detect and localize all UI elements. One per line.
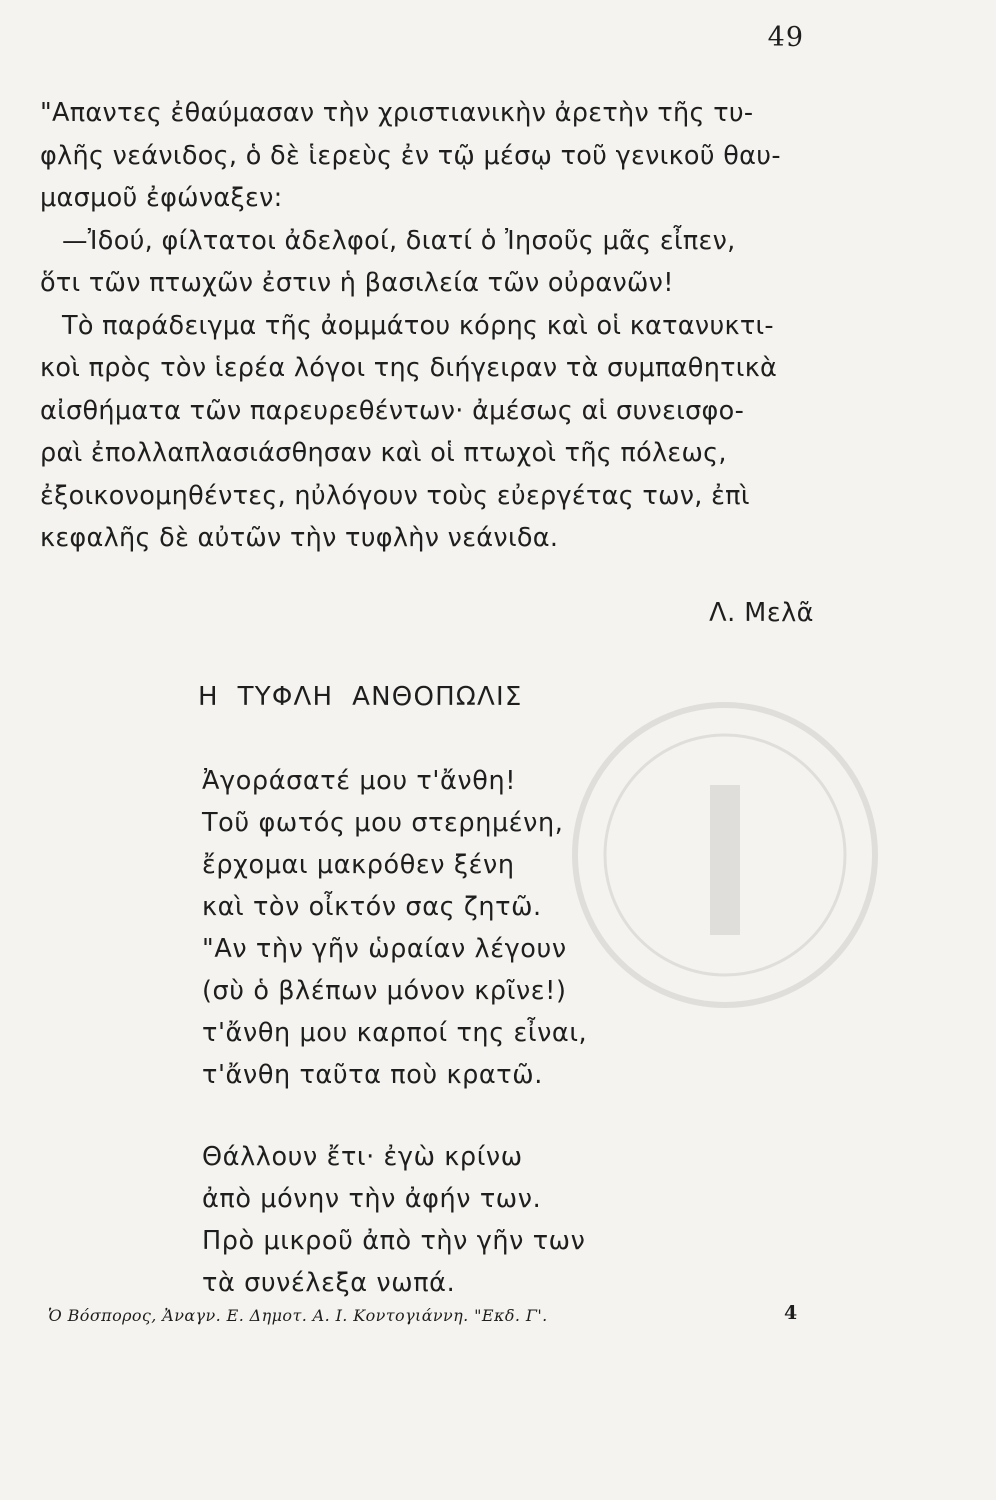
footnote-mark: 4 <box>784 1302 798 1324</box>
prose-line: κοὶ πρὸς τὸν ἱερέα λόγοι της διήγειραν τὰ συμπαθητικὰ <box>40 353 778 383</box>
poem-verse: τ'ἄνθη ταῦτα ποὺ κρατῶ. <box>202 1060 543 1090</box>
author-signature: Λ. Μελᾶ <box>709 598 814 628</box>
source-footnote: Ὁ Βόσπορος, Ἀναγν. Ε. Δημοτ. Α. Ι. Κοντογιάννη. "Εκδ. Γ'. <box>48 1306 548 1325</box>
poem-verse: "Αν τὴν γῆν ὡραίαν λέγουν <box>202 934 567 964</box>
prose-line: μασμοῦ ἐφώναξεν: <box>40 183 283 213</box>
poem-stanza-2 <box>202 1136 702 1304</box>
poem-stanza-1 <box>202 760 702 1096</box>
poem-verse: Θάλλουν ἔτι· ἐγὼ κρίνω <box>202 1142 523 1172</box>
poem-verse: Τοῦ φωτός μου στερημένη, <box>202 808 564 838</box>
poem-title: Η ΤΥΦΛΗ ΑΝΘΟΠΩΛΙΣ <box>198 682 523 712</box>
prose-line: αἰσθήματα τῶν παρευρεθέντων· ἀμέσως αἱ συνεισφο- <box>40 395 745 426</box>
prose-line: φλῆς νεάνιδος, ὁ δὲ ἱερεὺς ἐν τῷ μέσῳ τοῦ γενικοῦ θαυ- <box>40 140 781 171</box>
prose-line: ὅτι τῶν πτωχῶν ἐστιν ἡ βασιλεία τῶν οὐρανῶν! <box>40 268 674 298</box>
poem-verse: τὰ συνέλεξα νωπά. <box>202 1268 456 1298</box>
prose-line: ἐξοικονομηθέντες, ηὐλόγουν τοὺς εὐεργέτας των, ἐπὶ <box>40 480 750 511</box>
poem-verse: τ'ἄνθη μου καρποί της εἶναι, <box>202 1018 588 1048</box>
poem-verse: Πρὸ μικροῦ ἀπὸ τὴν γῆν των <box>202 1226 586 1256</box>
poem-verse: ἔρχομαι μακρόθεν ξένη <box>202 850 515 880</box>
prose-line: —Ἰδού, φίλτατοι ἀδελφοί, διατί ὁ Ἰησοῦς μᾶς εἶπεν, <box>62 225 736 256</box>
prose-line: κεφαλῆς δὲ αὐτῶν τὴν τυφλὴν νεάνιδα. <box>40 523 559 553</box>
prose-paragraphs <box>40 92 840 560</box>
prose-line: ραὶ ἐπολλαπλασιάσθησαν καὶ οἱ πτωχοὶ τῆς πόλεως, <box>40 438 727 468</box>
prose-line: "Απαντες ἐθαύμασαν τὴν χριστιανικὴν ἀρετὴν τῆς τυ- <box>40 98 754 128</box>
poem-verse: Ἀγοράσατέ μου τ'ἄνθη! <box>202 766 517 796</box>
poem-verse: καὶ τὸν οἶκτόν σας ζητῶ. <box>202 892 542 922</box>
poem-verse: ἀπὸ μόνην τὴν ἀφήν των. <box>202 1184 542 1214</box>
poem-verse: (σὺ ὁ βλέπων μόνον κρῖνε!) <box>202 976 567 1006</box>
page-number: 49 <box>767 22 804 53</box>
prose-line: Τὸ παράδειγμα τῆς ἀομμάτου κόρης καὶ οἱ κατανυκτι- <box>62 310 774 341</box>
